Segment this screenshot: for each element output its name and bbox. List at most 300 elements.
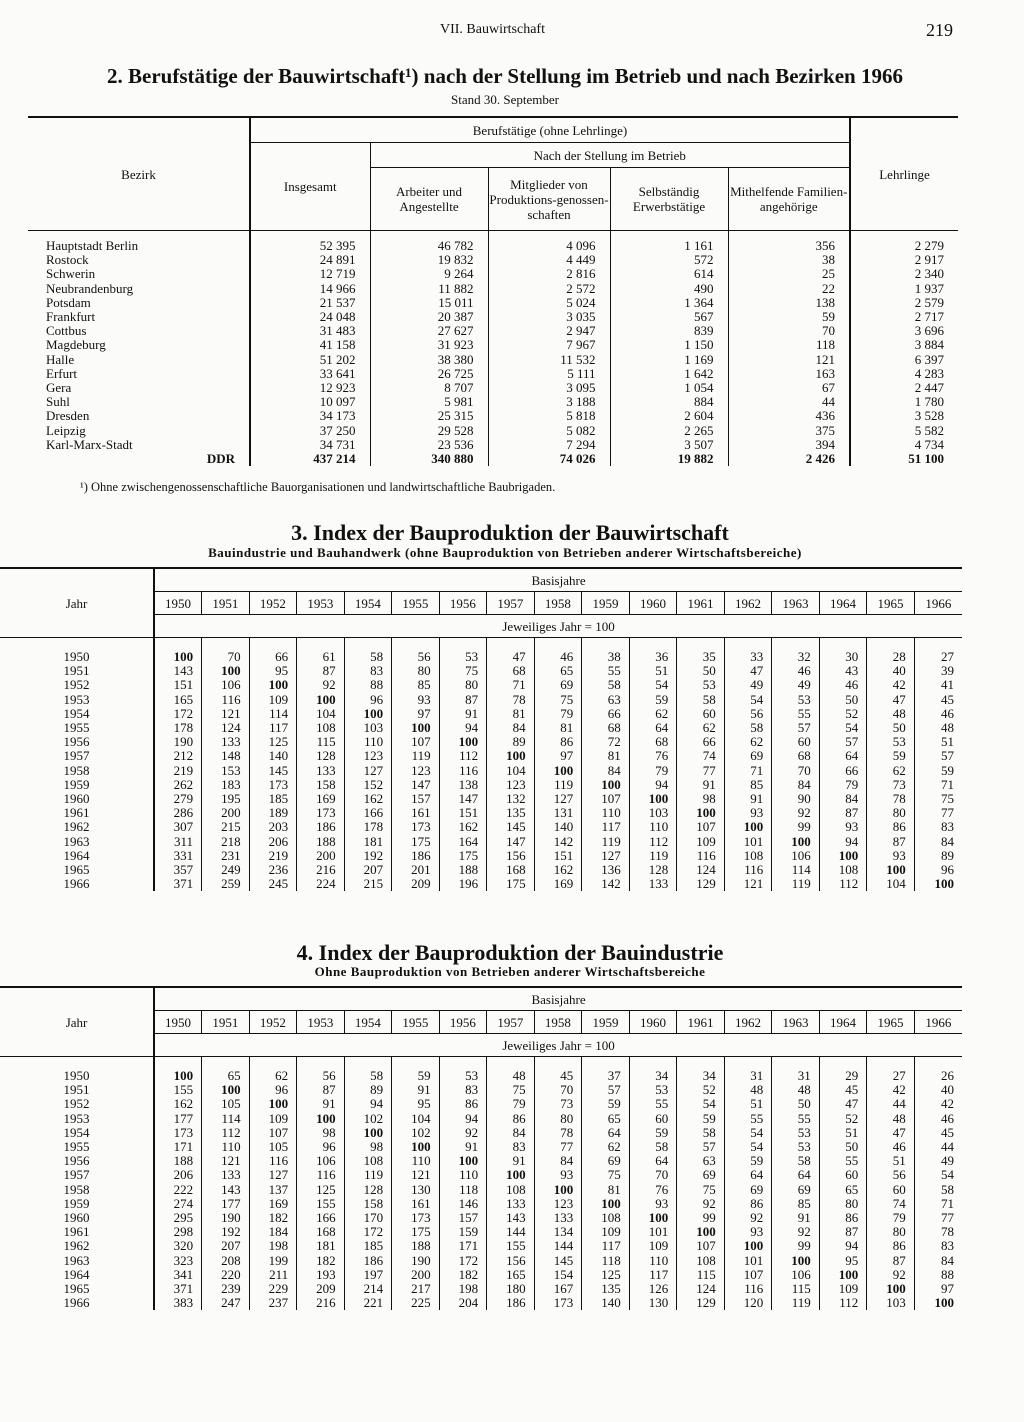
table-cell: 279 [154,792,202,806]
table-row [28,367,958,381]
table-row [0,1268,962,1282]
table-cell: 64 [772,1168,820,1182]
table-cell: 171 [154,1140,202,1154]
table-cell: 162 [154,1097,202,1111]
table-cell: 186 [487,1296,535,1310]
table-cell: 129 [677,877,725,891]
table-cell: 121 [202,1154,250,1168]
table-cell: 87 [867,835,915,849]
bezirk-name: Schwerin [46,267,96,282]
table-cell: 127 [249,1168,297,1182]
table-cell: 91 [487,1154,535,1168]
table-cell: 2 917 [850,253,958,267]
table-cell: 77 [677,764,725,778]
table-cell: 172 [154,707,202,721]
table-cell: 107 [392,735,440,749]
table-cell: 175 [392,1225,440,1239]
table-cell: 100 [867,863,915,877]
table-cell: 165 [154,693,202,707]
table-cell: 101 [724,1254,772,1268]
table-cell: 51 [724,1097,772,1111]
table-cell: 25 315 [370,409,488,423]
table-cell: 215 [344,877,392,891]
table-cell: 215 [202,820,250,834]
table-cell: 5 981 [370,395,488,409]
table-cell: 38 [728,253,850,267]
table-cell: 55 [629,1097,677,1111]
table-cell: 84 [914,1254,962,1268]
table-cell: 118 [728,338,850,352]
table-cell: 75 [677,1183,725,1197]
table-cell: 68 [487,664,535,678]
table-cell: 74 026 [488,452,610,466]
table-cell: 79 [487,1097,535,1111]
table-cell: 93 [724,1225,772,1239]
table-cell: 84 [819,792,867,806]
table-cell: 119 [344,1168,392,1182]
table-cell: 109 [582,1225,630,1239]
table-cell: 37 [582,1057,630,1084]
table-cell: 21 537 [250,296,370,310]
table-cell: 11 532 [488,353,610,367]
table-cell: 45 [914,693,962,707]
base-year-header: 1962 [724,592,772,615]
table-cell: 184 [249,1225,297,1239]
table-cell: 116 [297,1168,345,1182]
table-cell: 37 250 [250,424,370,438]
table-cell: 100 [582,778,630,792]
table-cell: 3 095 [488,381,610,395]
base-year-header: 1955 [392,592,440,615]
table-cell: 186 [392,849,440,863]
table-cell: 175 [439,849,487,863]
table-cell: 186 [344,1254,392,1268]
table-cell: 371 [154,1282,202,1296]
table-cell: 249 [202,863,250,877]
table-cell: 155 [154,1083,202,1097]
table-cell: 87 [439,693,487,707]
table-cell: 91 [724,792,772,806]
table-cell: 58 [914,1183,962,1197]
table-cell: 52 [677,1083,725,1097]
base-year-header: 1963 [772,592,820,615]
table-cell: 5 082 [488,424,610,438]
table-cell: 56 [724,707,772,721]
table-cell: 144 [487,1225,535,1239]
table-cell: 100 [629,792,677,806]
table-cell: 109 [249,1112,297,1126]
table-cell: 97 [392,707,440,721]
bezirk-name: Leipzig [46,423,86,438]
table-cell: 48 [772,1083,820,1097]
table-cell: 95 [249,664,297,678]
table-cell: 104 [487,764,535,778]
table-cell: 262 [154,778,202,792]
table-cell: 161 [392,1197,440,1211]
table-cell: 119 [534,778,582,792]
table-cell: 100 [487,749,535,763]
table-cell: 99 [772,1239,820,1253]
table-cell: 323 [154,1254,202,1268]
table-cell: 133 [487,1197,535,1211]
table-cell: 209 [392,877,440,891]
table-cell: 59 [629,693,677,707]
table-cell: 63 [677,1154,725,1168]
table-cell: 27 [914,638,962,665]
table-cell: 55 [772,1112,820,1126]
table-cell: 121 [728,353,850,367]
table-cell: 100 [344,1126,392,1140]
table-cell: 5 111 [488,367,610,381]
table-cell: 83 [914,1239,962,1253]
table-cell: 33 [724,638,772,665]
table-cell: 436 [728,409,850,423]
table-cell: 46 [819,678,867,692]
table-cell: 182 [439,1268,487,1282]
table-row [0,792,962,806]
table-cell: 143 [202,1183,250,1197]
table-row [0,1183,962,1197]
base-year-header: 1960 [629,592,677,615]
table-cell: 1 054 [610,381,728,395]
table-cell: 60 [772,735,820,749]
bezirk-name: Gera [46,381,72,396]
table-cell: 182 [249,1211,297,1225]
table-cell: 151 [534,849,582,863]
table-cell: 87 [867,1254,915,1268]
table-cell: 100 [867,1282,915,1296]
table-cell: 192 [344,849,392,863]
table-cell: 117 [249,721,297,735]
table-cell: 109 [819,1282,867,1296]
table-cell: 118 [439,1183,487,1197]
table-cell: 109 [677,835,725,849]
table-cell: 190 [202,1211,250,1225]
table-cell: 220 [202,1268,250,1282]
table-cell: 207 [202,1239,250,1253]
table-cell: 92 [772,806,820,820]
table-row [0,749,962,763]
table-cell: 29 [819,1057,867,1084]
table-cell: 59 [582,1097,630,1111]
table-cell: 42 [867,678,915,692]
table-cell: 135 [487,806,535,820]
year-label: 1966 [63,1296,90,1311]
table-cell: 121 [202,707,250,721]
table3-subtitle: Bauindustrie und Bauhandwerk (ohne Bauproduktion von Betrieben anderer Wirtschaftsbereiche) [208,545,802,560]
table-cell: 158 [297,778,345,792]
table-cell: 58 [629,1140,677,1154]
table-cell: 169 [297,792,345,806]
table-cell: 164 [439,835,487,849]
table-cell: 63 [582,693,630,707]
table-cell: 69 [534,678,582,692]
table-cell: 36 [629,638,677,665]
table-cell: 91 [772,1211,820,1225]
table-cell: 42 [914,1097,962,1111]
table-cell: 229 [249,1282,297,1296]
table-cell: 142 [534,835,582,849]
table-cell: 47 [487,638,535,665]
table-cell: 98 [297,1126,345,1140]
table-cell: 56 [867,1168,915,1182]
base-year-header: 1951 [202,592,250,615]
total-row [28,452,958,466]
table-cell: 41 158 [250,338,370,352]
table-cell: 155 [297,1197,345,1211]
table-cell: 25 [728,267,850,281]
table-cell: 51 202 [250,353,370,367]
table-cell: 155 [487,1239,535,1253]
table-cell: 58 [677,1126,725,1140]
table-row [0,764,962,778]
base-year-header: 1952 [249,592,297,615]
table-cell: 117 [629,1268,677,1282]
table-cell: 4 734 [850,438,958,452]
table-cell: 83 [344,664,392,678]
table-cell: 307 [154,820,202,834]
table-cell: 1 169 [610,353,728,367]
table-cell: 212 [154,749,202,763]
table-cell: 100 [249,678,297,692]
table-cell: 2 572 [488,282,610,296]
table-cell: 45 [534,1057,582,1084]
table-cell: 100 [677,1225,725,1239]
table-cell: 46 [914,1112,962,1126]
table-cell: 196 [439,877,487,891]
bezirk-name: Magdeburg [46,338,106,353]
table-cell: 69 [724,749,772,763]
table-cell: 172 [439,1254,487,1268]
table-cell: 90 [772,792,820,806]
table-cell: 112 [202,1126,250,1140]
table-cell: 110 [629,820,677,834]
table-cell: 1 937 [850,282,958,296]
table-cell: 101 [724,835,772,849]
table-cell: 86 [534,735,582,749]
table-cell: 49 [724,678,772,692]
table-cell: 48 [914,721,962,735]
table-cell: 221 [344,1296,392,1310]
year-label: 1953 [63,692,90,707]
table-cell: 96 [914,863,962,877]
table-cell: 145 [249,764,297,778]
base-year-header: 1959 [582,592,630,615]
table-cell: 119 [629,849,677,863]
table-cell: 1 150 [610,338,728,352]
table-cell: 125 [249,735,297,749]
table-cell: 100 [297,693,345,707]
table-cell: 224 [297,877,345,891]
table-cell: 188 [297,835,345,849]
table-cell: 206 [154,1168,202,1182]
table-cell: 89 [344,1083,392,1097]
table-cell: 100 [154,1057,202,1084]
col-selbst: Selbständig Erwerbstätige [610,168,728,231]
table-cell: 57 [914,749,962,763]
table-cell: 75 [914,792,962,806]
table-cell: 70 [728,324,850,338]
table-cell: 178 [344,820,392,834]
table-cell: 156 [487,849,535,863]
table-cell: 57 [677,1140,725,1154]
table-cell: 65 [202,1057,250,1084]
table-cell: 84 [582,764,630,778]
table-cell: 188 [439,863,487,877]
table-cell: 89 [487,735,535,749]
table-cell: 7 294 [488,438,610,452]
table-cell: 69 [724,1183,772,1197]
table-cell: 54 [819,721,867,735]
table-cell: 200 [392,1268,440,1282]
table-cell: 103 [629,806,677,820]
table-cell: 114 [772,863,820,877]
table-cell: 371 [154,877,202,891]
table-cell: 24 048 [250,310,370,324]
table-cell: 107 [677,1239,725,1253]
table-cell: 104 [297,707,345,721]
table-cell: 62 [582,1140,630,1154]
table-cell: 123 [487,778,535,792]
table-cell: 162 [344,792,392,806]
table-row [0,1126,962,1140]
table-cell: 96 [297,1140,345,1154]
table-cell: 126 [629,1282,677,1296]
jeweiliges-jahr-header: Jeweiliges Jahr = 100 [154,615,962,638]
table-cell: 51 100 [850,452,958,466]
table-cell: 171 [439,1239,487,1253]
table-cell: 31 923 [370,338,488,352]
table-cell: 49 [914,1154,962,1168]
table-cell: 81 [582,749,630,763]
year-label: 1961 [63,806,90,821]
table-row [0,1140,962,1154]
table-cell: 94 [439,1112,487,1126]
table-cell: 162 [534,863,582,877]
table-cell: 84 [772,778,820,792]
table-cell: 68 [582,721,630,735]
table2-subtitle: Stand 30. September [451,92,559,107]
table-cell: 34 [677,1057,725,1084]
table-cell: 177 [154,1112,202,1126]
table-cell: 55 [582,664,630,678]
table-row [0,778,962,792]
year-label: 1965 [63,1282,90,1297]
table-row [0,735,962,749]
table-cell: 60 [867,1183,915,1197]
table-cell: 116 [724,1282,772,1296]
table-cell: 217 [392,1282,440,1296]
table-cell: 100 [202,664,250,678]
table-cell: 181 [344,835,392,849]
table-cell: 2 265 [610,424,728,438]
table-cell: 96 [344,693,392,707]
table-cell: 51 [819,1126,867,1140]
table-cell: 2 717 [850,310,958,324]
table-cell: 76 [629,749,677,763]
table-cell: 219 [249,849,297,863]
table-cell: 71 [487,678,535,692]
base-year-header: 1965 [867,592,915,615]
year-label: 1959 [63,777,90,792]
table4-title: 4. Index der Bauproduktion der Bauindustrie [296,940,724,965]
col-mithelf: Mithelfende Familien-angehörige [728,168,850,231]
table-cell: 71 [914,1197,962,1211]
table-cell: 320 [154,1239,202,1253]
table-cell: 48 [867,1112,915,1126]
bezirk-name: Neubrandenburg [46,281,134,296]
table-cell: 23 536 [370,438,488,452]
col-arbeiter: Arbeiter und Angestellte [370,168,488,231]
table-cell: 75 [487,1083,535,1097]
table-cell: 133 [202,1168,250,1182]
table-cell: 64 [582,1126,630,1140]
table-cell: 4 096 [488,231,610,254]
table-cell: 100 [772,835,820,849]
table-cell: 237 [249,1296,297,1310]
table-cell: 53 [772,1126,820,1140]
page-number: 219 [926,20,953,40]
table-cell: 93 [392,693,440,707]
bezirk-name: Potsdam [46,295,91,310]
table-cell: 2 947 [488,324,610,338]
table-cell: 89 [914,849,962,863]
table-cell: 207 [344,863,392,877]
table-cell: 100 [534,1183,582,1197]
table-cell: 105 [202,1097,250,1111]
table-cell: 94 [439,721,487,735]
table-cell: 211 [249,1268,297,1282]
base-year-header: 1959 [582,1011,630,1034]
table-cell: 78 [914,1225,962,1239]
table-row [0,1225,962,1239]
year-label: 1955 [63,1140,90,1155]
table-cell: 236 [249,863,297,877]
table-cell: 130 [392,1183,440,1197]
table-cell: 173 [297,806,345,820]
table-cell: 169 [534,877,582,891]
table-cell: 1 364 [610,296,728,310]
bezirk-name: Karl-Marx-Stadt [46,437,133,452]
table-cell: 71 [724,764,772,778]
table-cell: 208 [202,1254,250,1268]
table-cell: 490 [610,282,728,296]
table-cell: 168 [297,1225,345,1239]
table-cell: 93 [534,1168,582,1182]
year-label: 1963 [63,1253,90,1268]
table-cell: 74 [867,1197,915,1211]
table-cell: 79 [534,707,582,721]
table-cell: 145 [487,820,535,834]
base-year-header: 1958 [534,592,582,615]
base-year-header: 1961 [677,592,725,615]
table-cell: 117 [582,1239,630,1253]
table-cell: 70 [772,764,820,778]
table-cell: 96 [249,1083,297,1097]
bezirk-name: Dresden [46,409,90,424]
base-year-header: 1954 [344,592,392,615]
table-cell: 108 [819,863,867,877]
table-cell: 218 [202,835,250,849]
table-cell: 356 [728,231,850,254]
table-cell: 59 [677,1112,725,1126]
table-cell: 27 627 [370,324,488,338]
base-year-header: 1951 [202,1011,250,1034]
table-cell: 133 [534,1211,582,1225]
table-cell: 50 [819,693,867,707]
table-cell: 19 882 [610,452,728,466]
table-cell: 62 [629,707,677,721]
